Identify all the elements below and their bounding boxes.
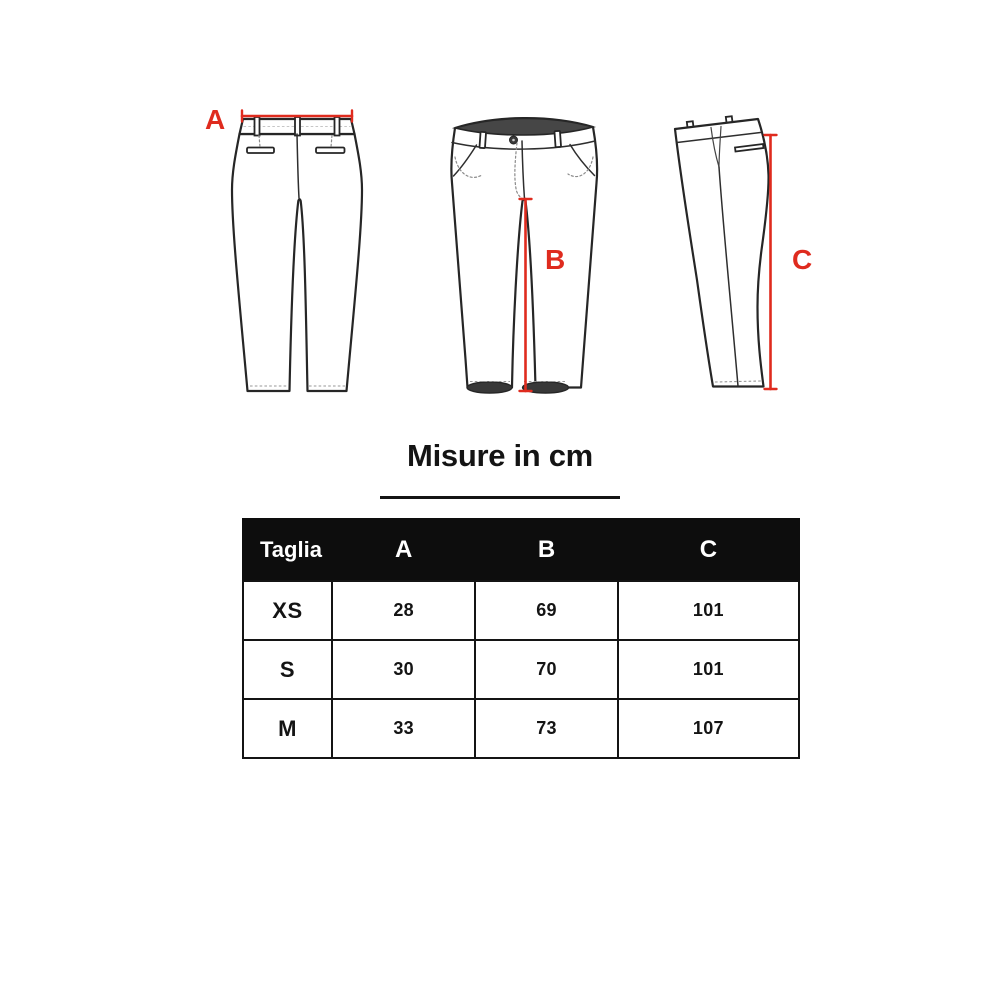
value-cell: 33 bbox=[332, 699, 475, 758]
measure-label-c: C bbox=[792, 244, 813, 275]
pants-front-view-icon bbox=[440, 95, 670, 415]
pants-side-view-icon bbox=[655, 95, 885, 415]
table-row-s bbox=[243, 640, 799, 699]
value-cell: 30 bbox=[332, 640, 475, 699]
column-header-taglia: Taglia bbox=[243, 519, 332, 581]
size-cell: XS bbox=[243, 581, 332, 640]
value-cell: 73 bbox=[475, 699, 617, 758]
size-cell: S bbox=[243, 640, 332, 699]
column-header-c: C bbox=[618, 519, 799, 581]
page-title: Misure in cm bbox=[407, 438, 593, 473]
table-row-xs bbox=[243, 581, 799, 640]
value-cell: 28 bbox=[332, 581, 475, 640]
size-table bbox=[242, 518, 800, 759]
measure-label-b: B bbox=[545, 244, 566, 275]
column-header-b: B bbox=[475, 519, 617, 581]
value-cell: 101 bbox=[618, 581, 799, 640]
table-header-row bbox=[243, 519, 799, 581]
title-underline bbox=[380, 496, 620, 499]
pants-side-outline bbox=[675, 116, 769, 386]
pants-back-view-icon bbox=[195, 95, 425, 415]
size-cell: M bbox=[243, 699, 332, 758]
pants-back-view-drawing bbox=[195, 95, 425, 415]
pants-side-view-drawing bbox=[655, 95, 885, 415]
value-cell: 107 bbox=[618, 699, 799, 758]
value-cell: 101 bbox=[618, 640, 799, 699]
value-cell: 70 bbox=[475, 640, 617, 699]
measure-label-a: A bbox=[205, 104, 226, 135]
column-header-a: A bbox=[332, 519, 475, 581]
table-row-m bbox=[243, 699, 799, 758]
value-cell: 69 bbox=[475, 581, 617, 640]
pants-front-view-drawing bbox=[440, 95, 670, 415]
pants-back-outline bbox=[232, 117, 362, 391]
